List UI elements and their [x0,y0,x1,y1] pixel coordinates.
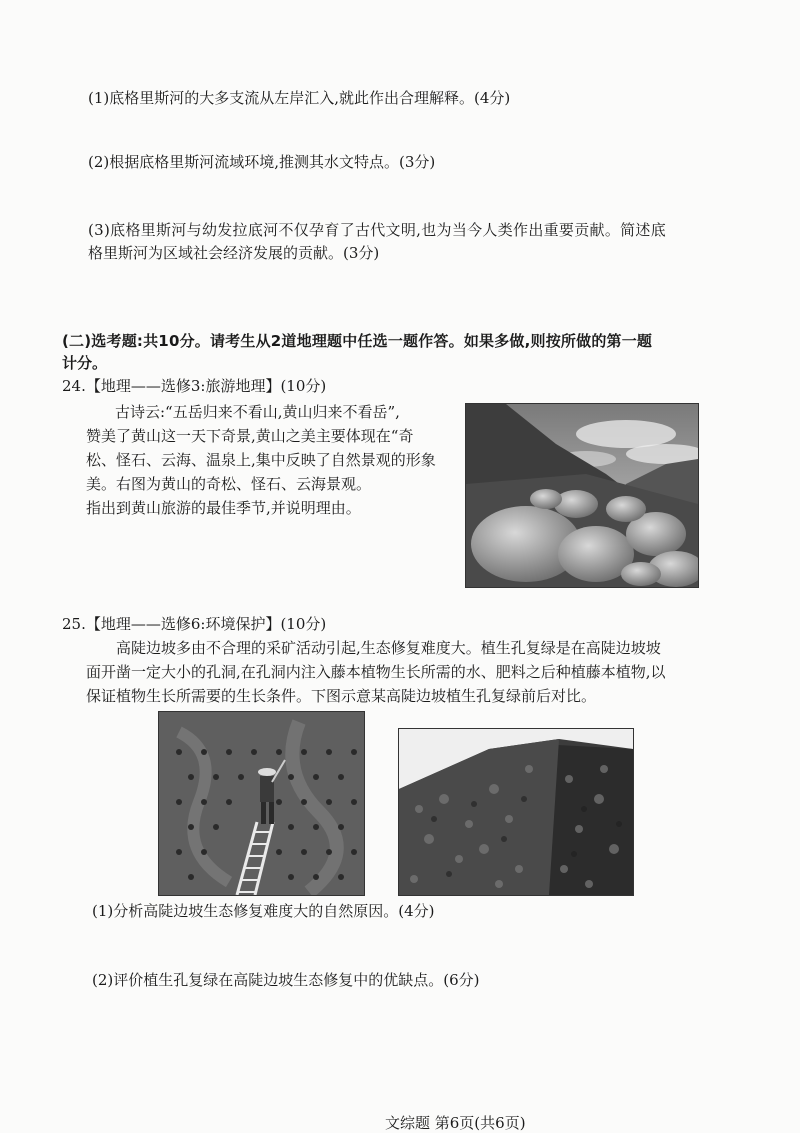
q23-sub3-line1: (3)底格里斯河与幼发拉底河不仅孕育了古代文明,也为当今人类作出重要贡献。简述底 [88,221,667,239]
q24-header: 24.【地理——选修3:旅游地理】(10分) [62,377,327,395]
q23-sub2: (2)根据底格里斯河流域环境,推测其水文特点。(3分) [88,153,436,171]
q24-line5: 指出到黄山旅游的最佳季节,并说明理由。 [86,499,361,517]
q25-header: 25.【地理——选修6:环境保护】(10分) [62,615,327,633]
huangshan-photo [465,403,699,588]
q24-line3: 松、怪石、云海、温泉上,集中反映了自然景观的形象 [86,451,436,469]
slope-after-photo [398,728,634,896]
q25-line3: 保证植物生长所需要的生长条件。下图示意某高陡边坡植生孔复绿前后对比。 [86,687,597,705]
q24-line1: 古诗云:“五岳归来不看山,黄山归来不看岳”, [115,403,400,421]
q23-sub3-line2: 格里斯河为区域社会经济发展的贡献。(3分) [88,244,380,262]
q25-sub2: (2)评价植生孔复绿在高陡边坡生态修复中的优缺点。(6分) [92,971,480,989]
q24-line4: 美。右图为黄山的奇松、怪石、云海景观。 [86,475,372,493]
q25-sub1: (1)分析高陡边坡生态修复难度大的自然原因。(4分) [92,902,435,920]
q24-line2: 赞美了黄山这一天下奇景,黄山之美主要体现在“奇 [86,427,414,445]
section2-line2: 计分。 [62,354,108,372]
section2-line1: (二)选考题:共10分。请考生从2道地理题中任选一题作答。如果多做,则按所做的第一题 [62,332,653,350]
page-footer: 文综题 第6页(共6页) [385,1114,526,1132]
q25-line2: 面开凿一定大小的孔洞,在孔洞内注入藤本植物生长所需的水、肥料之后种植藤本植物,以 [86,663,666,681]
slope-before-photo [158,711,365,896]
q25-line1: 高陡边坡多由不合理的采矿活动引起,生态修复难度大。植生孔复绿是在高陡边坡坡 [116,639,661,657]
q23-sub1: (1)底格里斯河的大多支流从左岸汇入,就此作出合理解释。(4分) [88,89,511,107]
